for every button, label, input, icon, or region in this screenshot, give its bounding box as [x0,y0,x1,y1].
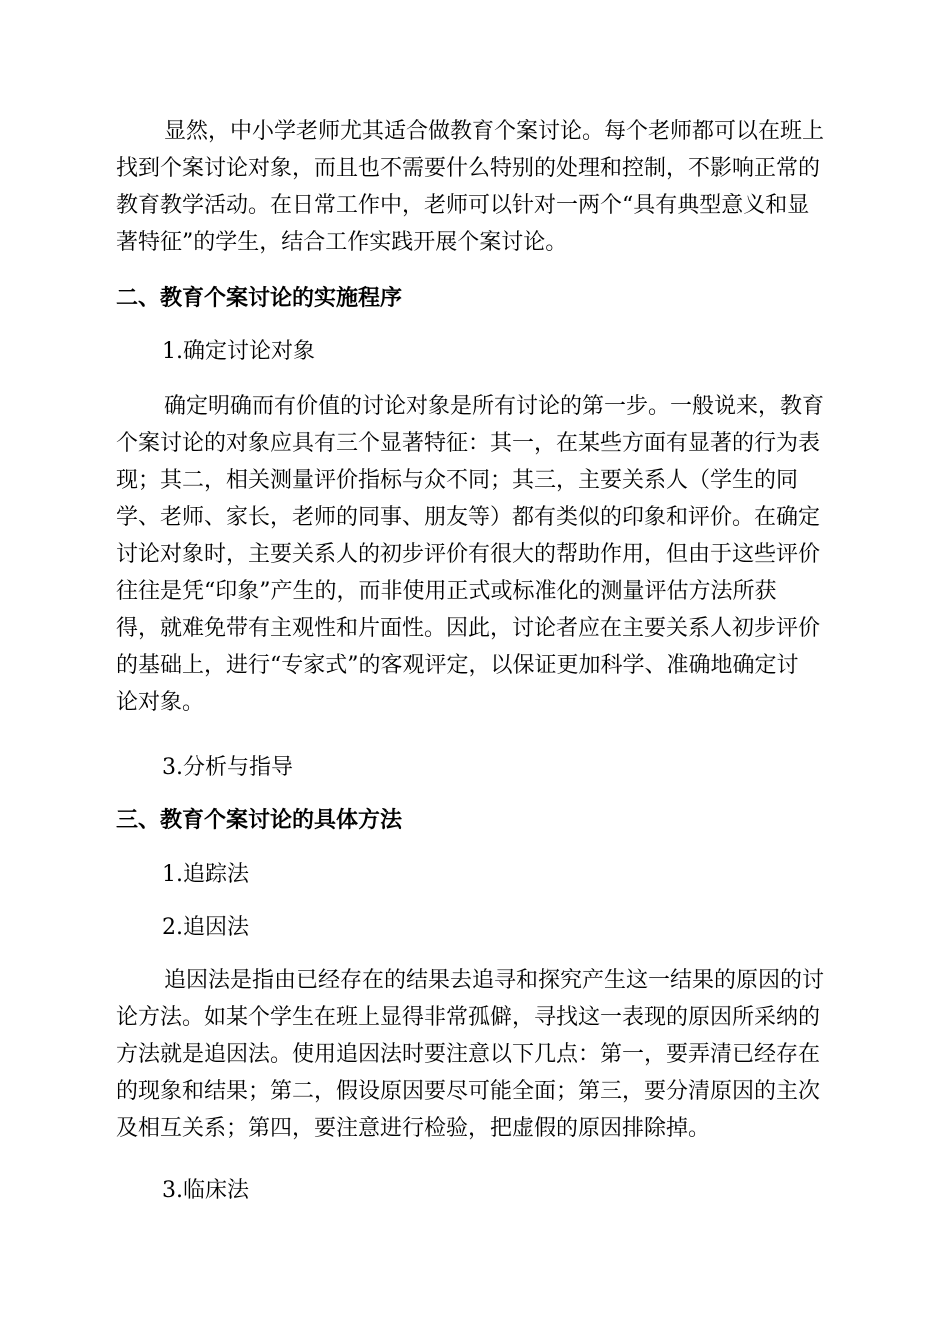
subsection-item-2-1: 1.确定讨论对象 [162,339,315,364]
paragraph-line: 及相互关系；第四，要注意进行检验，把虚假的原因排除掉。 [116,1116,711,1141]
paragraph-line: 方法就是追因法。使用追因法时要注意以下几点：第一，要弄清已经存在 [116,1042,821,1067]
subsection-item-3-1: 1.追踪法 [162,862,249,887]
section-heading-2: 二、教育个案讨论的实施程序 [116,286,403,311]
paragraph-line: 追因法是指由已经存在的结果去追寻和探究产生这一结果的原因的讨 [164,968,825,993]
paragraph-line: 讨论对象时，主要关系人的初步评价有很大的帮助作用，但由于这些评价 [116,542,821,567]
paragraph-discussion-object [116,388,832,721]
section-heading-3: 三、教育个案讨论的具体方法 [116,808,403,833]
paragraph-line: 得，就难免带有主观性和片面性。因此，讨论者应在主要关系人初步评价 [116,616,821,641]
subsection-item-3-2: 2.追因法 [162,915,249,940]
paragraph-line: 显然，中小学老师尤其适合做教育个案讨论。每个老师都可以在班上 [164,119,825,144]
paragraph-line: 学、老师、家长，老师的同事、朋友等）都有类似的印象和评价。在确定 [116,505,821,530]
paragraph-line: 著特征”的学生，结合工作实践开展个案讨论。 [116,230,568,255]
paragraph-line: 论方法。如某个学生在班上显得非常孤僻，寻找这一表现的原因所采纳的 [116,1005,821,1030]
paragraph-line: 找到个案讨论对象，而且也不需要什么特别的处理和控制，不影响正常的 [116,156,821,181]
paragraph-intro [116,113,832,261]
paragraph-trace-cause [116,962,832,1147]
paragraph-line: 确定明确而有价值的讨论对象是所有讨论的第一步。一般说来，教育 [164,394,825,419]
paragraph-line: 往往是凭“印象”产生的，而非使用正式或标准化的测量评估方法所获 [116,579,777,604]
paragraph-line: 个案讨论的对象应具有三个显著特征：其一，在某些方面有显著的行为表 [116,431,821,456]
subsection-item-2-3: 3.分析与指导 [162,755,293,780]
paragraph-line: 的现象和结果；第二，假设原因要尽可能全面；第三，要分清原因的主次 [116,1079,821,1104]
paragraph-line: 的基础上，进行“专家式”的客观评定，以保证更加科学、准确地确定讨 [116,653,799,678]
paragraph-line: 论对象。 [116,690,205,715]
subsection-item-3-3: 3.临床法 [162,1178,249,1203]
paragraph-line: 现；其二，相关测量评价指标与众不同；其三，主要关系人（学生的同 [116,468,799,493]
paragraph-line: 教育教学活动。在日常工作中，老师可以针对一两个“具有典型意义和显 [116,193,810,218]
